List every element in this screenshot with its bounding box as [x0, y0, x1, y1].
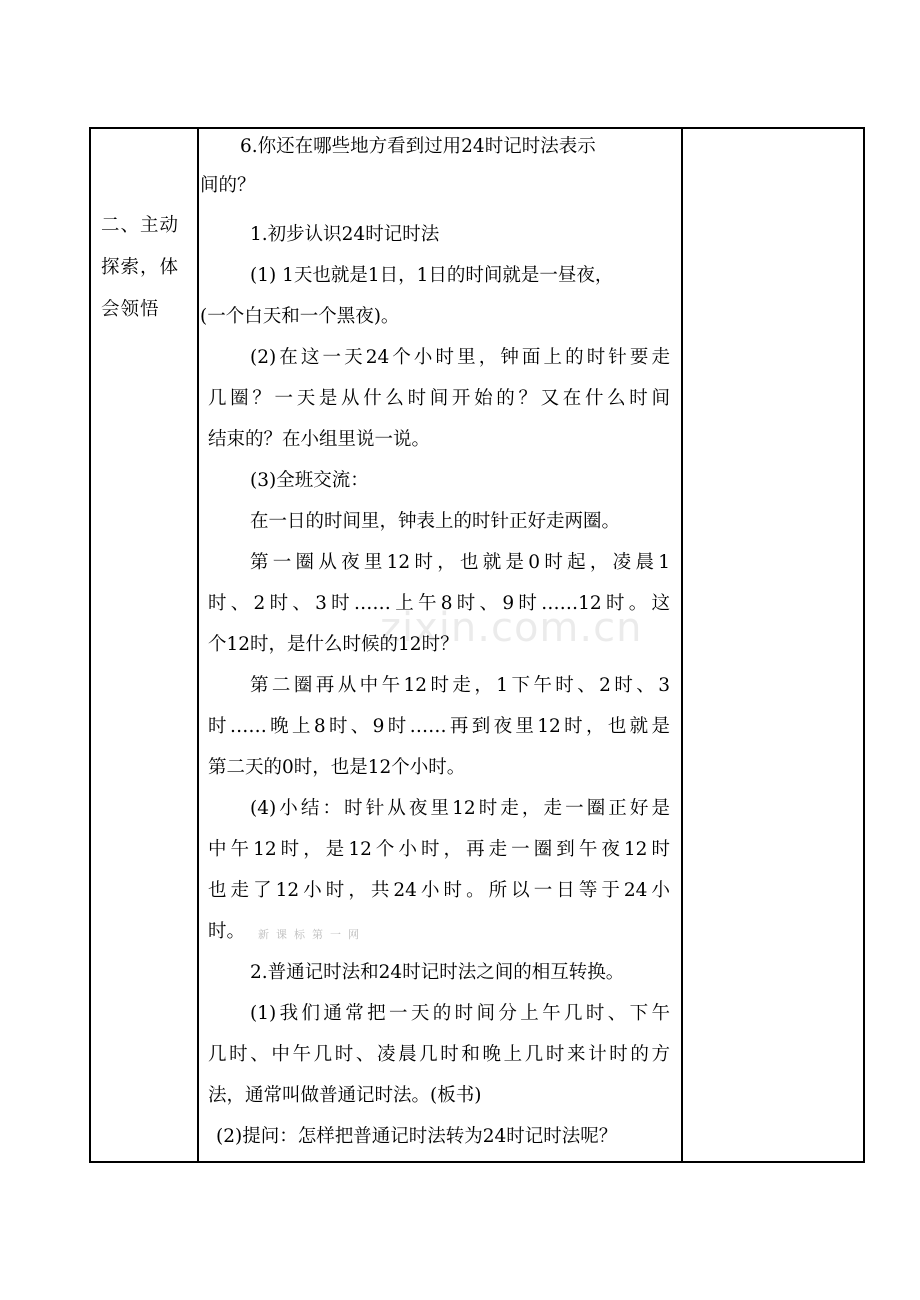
- text-line: (3)全班交流：: [250, 470, 369, 491]
- faint-site-text: 新课标第一网: [258, 928, 366, 941]
- text-line: 2.普通记时法和24时记时法之间的相互转换。: [250, 962, 625, 983]
- text-line: 结束的？在小组里说一说。: [208, 429, 431, 450]
- text-line: (2)在这一天24个小时里，钟面上的时针要走: [250, 347, 670, 368]
- section-label: [101, 205, 196, 331]
- text-line: 第二天的0时，也是12个小时。: [208, 757, 466, 778]
- text-line: (一个白天和一个黑夜)。: [200, 306, 400, 327]
- text-line: 中午12时，是12个小时，再走一圈到午夜12时: [208, 839, 670, 860]
- section-label-line: 二、主动: [101, 215, 180, 236]
- watermark: zixin.com.cn: [380, 605, 643, 651]
- column-divider-2: [681, 129, 683, 1161]
- text-line: 时、2时、3时……上午8时、9时……12时。这: [208, 593, 670, 614]
- text-line: 也走了12小时，共24小时。所以一日等于24小: [208, 880, 670, 901]
- text-line: 间的？: [200, 175, 256, 196]
- text-line: (1) 1天也就是1日，1日的时间就是一昼夜，: [250, 265, 614, 286]
- text-line: 个12时，是什么时候的12时？: [208, 634, 459, 655]
- text-line: (2)提问：怎样把普通记时法转为24时记时法呢？: [216, 1126, 618, 1147]
- text-line: 第一圈从夜里12时，也就是0时起，凌晨1: [250, 552, 670, 573]
- text-line: (1)我们通常把一天的时间分上午几时、下午: [250, 1003, 670, 1024]
- text-line: 几时、中午几时、凌晨几时和晚上几时来计时的方: [208, 1044, 670, 1065]
- text-line: 几圈？一天是从什么时间开始的？又在什么时间: [208, 388, 670, 409]
- text-line: 法，通常叫做普通记时法。(板书): [208, 1085, 482, 1106]
- text-line: 1.初步认识24时记时法: [250, 224, 440, 245]
- section-label-line: 会领悟: [101, 299, 160, 320]
- section-label-line: 探索，体: [101, 257, 180, 278]
- text-line: 在一日的时间里，钟表上的时针正好走两圈。: [250, 511, 621, 532]
- text-line: 6.你还在哪些地方看到过用24时记时法表示: [240, 136, 596, 157]
- text-line: (4)小结：时针从夜里12时走，走一圈正好是: [250, 798, 670, 819]
- column-divider-1: [197, 129, 199, 1161]
- text-line: 第二圈再从中午12时走，1下午时、2时、3: [250, 675, 670, 696]
- text-line: 时……晚上8时、9时……再到夜里12时，也就是: [208, 716, 670, 737]
- text-line: 时。: [208, 921, 246, 942]
